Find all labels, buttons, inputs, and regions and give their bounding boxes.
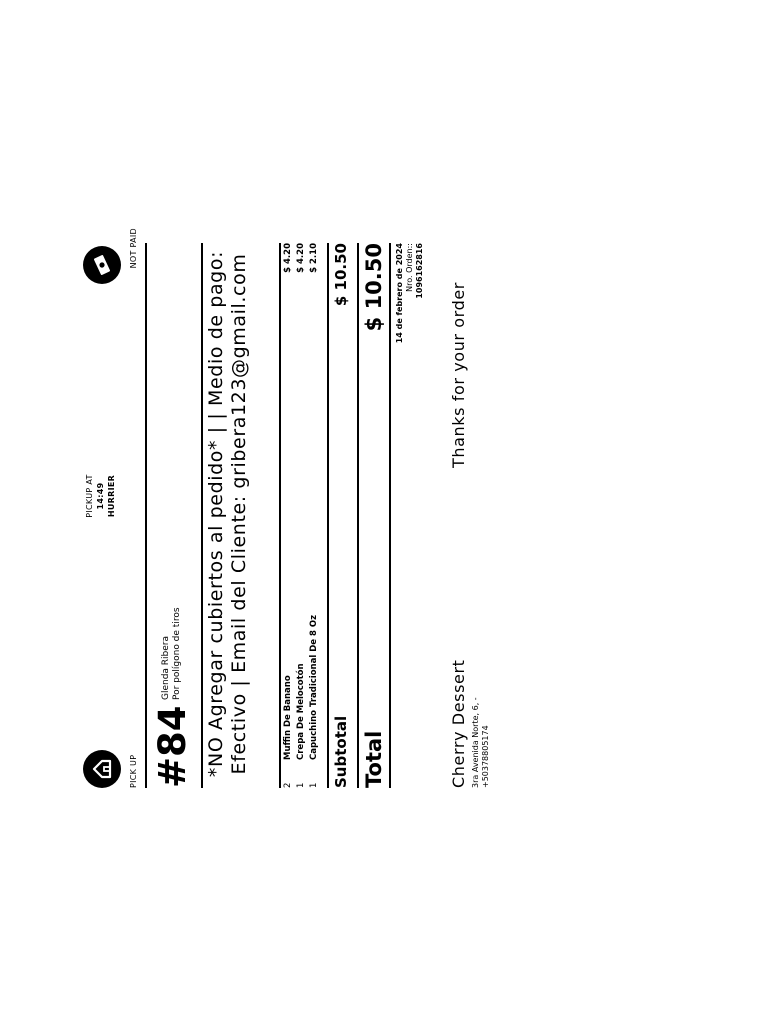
order-number: #84 xyxy=(151,705,194,788)
item-name: Crepa De Melocotón xyxy=(296,663,306,760)
order-meta xyxy=(395,243,425,343)
cash-icon-badge xyxy=(83,246,121,284)
pickup-time: 14:49 xyxy=(96,482,105,510)
customer-address: Por polígono de tiros xyxy=(172,607,182,700)
home-icon-badge xyxy=(83,750,121,788)
pickup-at-label: PICKUP AT xyxy=(85,474,94,518)
item-row xyxy=(296,243,309,788)
store-name: Cherry Dessert xyxy=(449,659,468,788)
total-value: $ 10.50 xyxy=(362,243,386,332)
item-qty: 1 xyxy=(309,782,319,788)
total-divider xyxy=(389,243,391,788)
order-id: 1096162816 xyxy=(415,243,424,299)
payment-status: NOT PAID xyxy=(129,228,138,269)
subtotal-value: $ 10.50 xyxy=(332,243,350,307)
courier-name: HURRIER xyxy=(107,474,116,518)
total-label: Total xyxy=(362,730,386,788)
item-price: $ 4.20 xyxy=(283,243,293,273)
header-divider xyxy=(145,243,147,788)
item-qty: 1 xyxy=(296,782,306,788)
home-icon xyxy=(83,750,121,788)
item-row xyxy=(309,243,322,788)
order-date: 14 de febrero de 2024 xyxy=(395,243,404,344)
customer-name: Glenda Ribera xyxy=(161,635,171,700)
items-divider xyxy=(327,243,329,788)
item-row xyxy=(283,243,296,788)
order-note: *NO Agregar cubiertos al pedido* | | Medio de pago: Efectivo | Email del Cliente: gribera123@gmail.com xyxy=(205,250,250,778)
subtotal-divider xyxy=(357,243,359,788)
store-phone: +50378805174 xyxy=(481,725,490,788)
items-list xyxy=(283,243,322,788)
order-number-label: Nro. Orden:: xyxy=(405,243,414,292)
receipt xyxy=(83,228,490,788)
item-name: Capuchino Tradicional De 8 Oz xyxy=(309,614,319,760)
item-price: $ 4.20 xyxy=(296,243,306,273)
item-name: Muffin De Banano xyxy=(283,675,293,760)
subtotal-label: Subtotal xyxy=(332,715,350,788)
item-qty: 2 xyxy=(283,782,293,788)
item-price: $ 2.10 xyxy=(309,243,319,273)
store-address: 3ra Avenida Norte, 6, - xyxy=(471,697,480,788)
cash-icon xyxy=(83,246,121,284)
customer-divider xyxy=(201,243,203,788)
thanks-message: Thanks for your order xyxy=(449,282,468,468)
note-divider xyxy=(279,243,281,788)
pickup-label: PICK UP xyxy=(129,754,138,788)
